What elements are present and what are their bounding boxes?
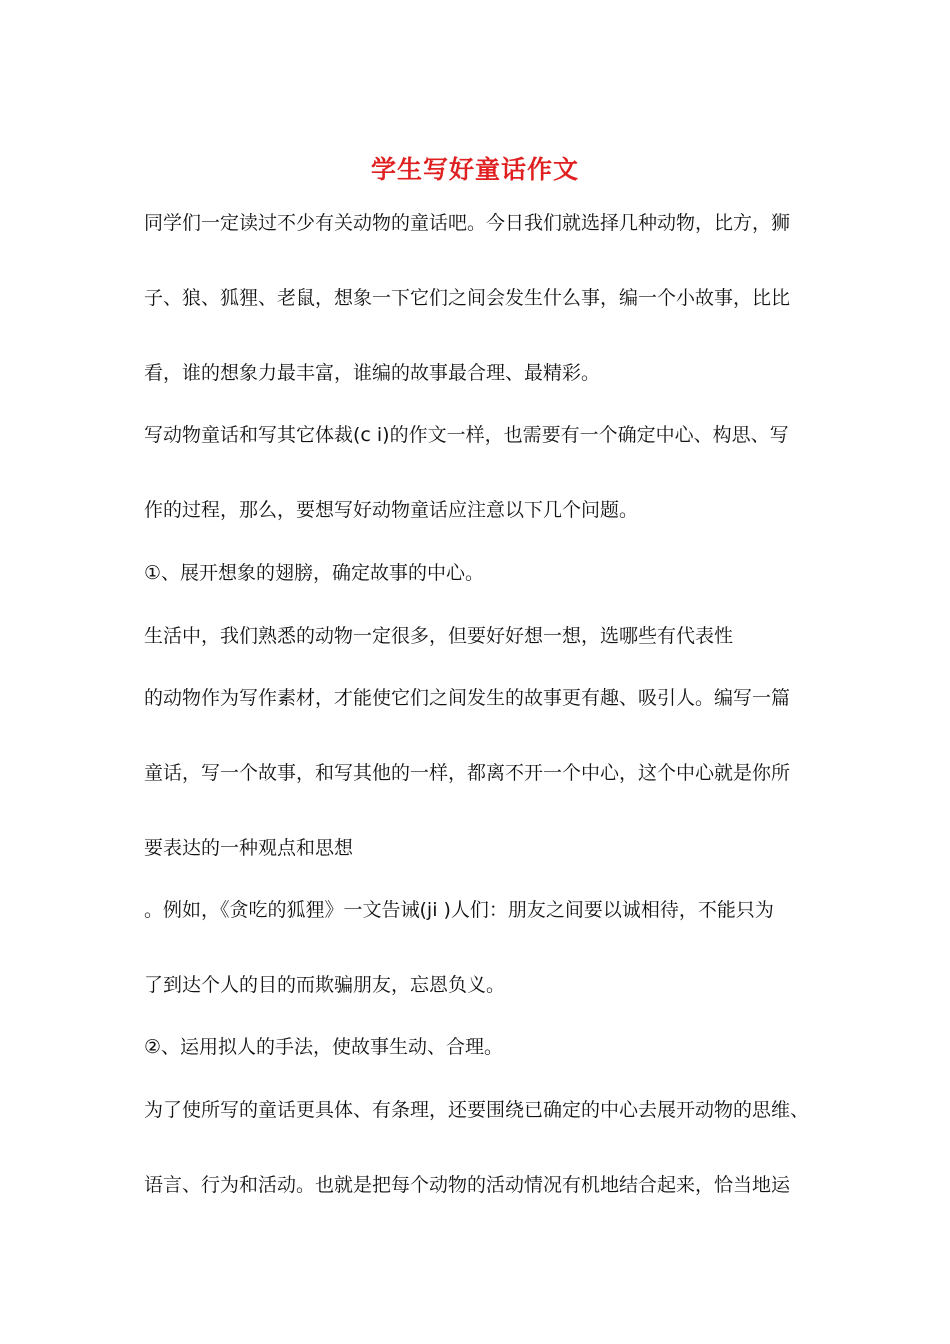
text-line: 子、狼、狐狸、老鼠，想象一下它们之间会发生什么事，编一个小故事，比比 (144, 287, 791, 309)
text-line: 要表达的一种观点和思想 (144, 837, 354, 859)
text-line: 为了使所写的童话更具体、有条理，还要围绕已确定的中心去展开动物的思维、 (144, 1099, 810, 1121)
section-heading: ①、展开想象的翅膀，确定故事的中心。 (144, 562, 485, 584)
document-title: 学生写好童话作文 (370, 155, 579, 184)
text-line: 。例如，《贪吃的狐狸》一文告诫(ji )人们：朋友之间要以诚相待，不能只为 (144, 899, 774, 921)
text-line: 的动物作为写作素材，才能使它们之间发生的故事更有趣、吸引人。编写一篇 (144, 687, 791, 709)
text-line: 了到达个人的目的而欺骗朋友，忘恩负义。 (144, 974, 506, 996)
text-line: 作的过程，那么，要想写好动物童话应注意以下几个问题。 (144, 499, 639, 521)
text-line: 语言、行为和活动。也就是把每个动物的活动情况有机地结合起来，恰当地运 (144, 1174, 791, 1196)
text-line: 看，谁的想象力最丰富，谁编的故事最合理、最精彩。 (144, 362, 601, 384)
text-line: 同学们一定读过不少有关动物的童话吧。今日我们就选择几种动物，比方，狮 (144, 212, 791, 234)
text-line: 写动物童话和写其它体裁(c i)的作文一样，也需要有一个确定中心、构思、写 (144, 424, 789, 446)
text-line: 生活中，我们熟悉的动物一定很多，但要好好想一想，选哪些有代表性 (144, 625, 734, 647)
text-line: 童话，写一个故事，和写其他的一样，都离不开一个中心，这个中心就是你所 (144, 762, 791, 784)
section-heading: ②、运用拟人的手法，使故事生动、合理。 (144, 1036, 504, 1058)
